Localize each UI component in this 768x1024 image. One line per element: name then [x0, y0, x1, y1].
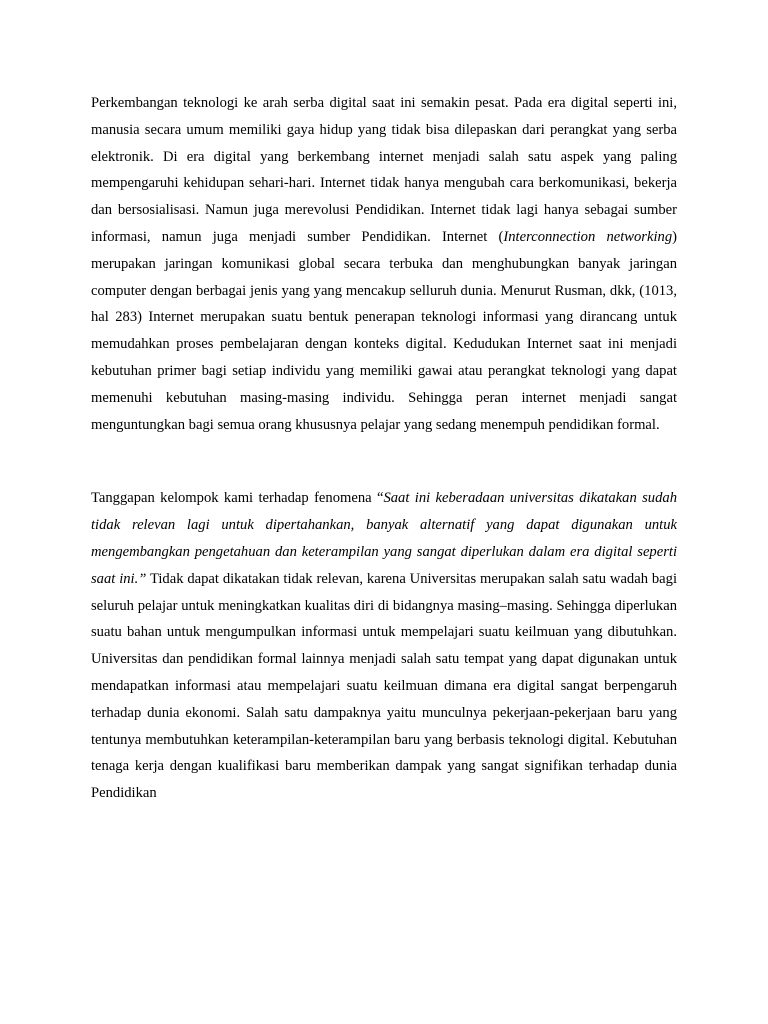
paragraph-1-text-1: Perkembangan teknologi ke arah serba digital saat ini semakin pesat. Pada era digital seperti ini, manusia secara umum memiliki gaya hidup yang tidak bisa dilepaskan dari perangkat yang serba elektronik. Di era digital yang berkembang internet menjadi salah satu aspek yang paling mempengaruhi kehidupan sehari-hari. Internet tidak hanya mengubah cara berkomunikasi, bekerja dan bersosialisasi. Namun juga merevolusi Pendidikan. Internet tidak lagi hanya sebagai sumber informasi, namun juga menjadi sumber Pendidikan. Internet (: [91, 95, 677, 245]
paragraph-1: [91, 90, 677, 438]
document-body: [91, 90, 677, 807]
paragraph-2-text-2: Tidak dapat dikatakan tidak relevan, karena Universitas merupakan salah satu wadah bagi seluruh pelajar untuk meningkatkan kualitas diri di bidangnya masing–masing. Sehingga diperlukan suatu bahan untuk mengumpulkan informasi untuk mempelajari suatu keilmuan yang dibutuhkan. Universitas dan pendidikan formal lainnya menjadi salah satu tempat yang dapat digunakan untuk mendapatkan informasi atau mempelajari suatu keilmuan dimana era digital sangat berpengaruh terhadap dunia ekonomi. Salah satu dampaknya yaitu munculnya pekerjaan-pekerjaan baru yang tentunya membutuhkan keterampilan-keterampilan baru yang berbasis teknologi digital. Kebutuhan tenaga kerja dengan kualifikasi baru memberikan dampak yang sangat signifikan terhadap dunia Pendidikan: [91, 570, 677, 802]
paragraph-1-text-2: ) merupakan jaringan komunikasi global secara terbuka dan menghubungkan banyak jaringan computer dengan berbagai jenis yang yang mencakup selluruh dunia. Menurut Rusman, dkk, (1013, hal 283) Internet merupakan suatu bentuk penerapan teknologi informasi yang dirancang untuk memudahkan proses pembelajaran dengan konteks digital. Kedudukan Internet saat ini menjadi kebutuhan primer bagi setiap individu yang memiliki gawai atau perangkat teknologi yang dapat memenuhi kebutuhan masing-masing individu. Sehingga peran internet menjadi sangat menguntungkan bagi semua orang khususnya pelajar yang sedang menempuh pendidikan formal.: [91, 228, 677, 433]
paragraph-1-italic-term: Interconnection networking: [503, 228, 673, 245]
paragraph-2-italic-quote: Saat ini keberadaan universitas dikatakan sudah tidak relevan lagi untuk dipertahankan, banyak alternatif yang dapat digunakan untuk mengembangkan pengetahuan dan keterampilan yang sangat diperlukan dalam era digital seperti saat ini.”: [91, 490, 677, 587]
paragraph-2-text-1: Tanggapan kelompok kami terhadap fenomena “: [91, 490, 384, 507]
paragraph-2: [91, 485, 677, 807]
